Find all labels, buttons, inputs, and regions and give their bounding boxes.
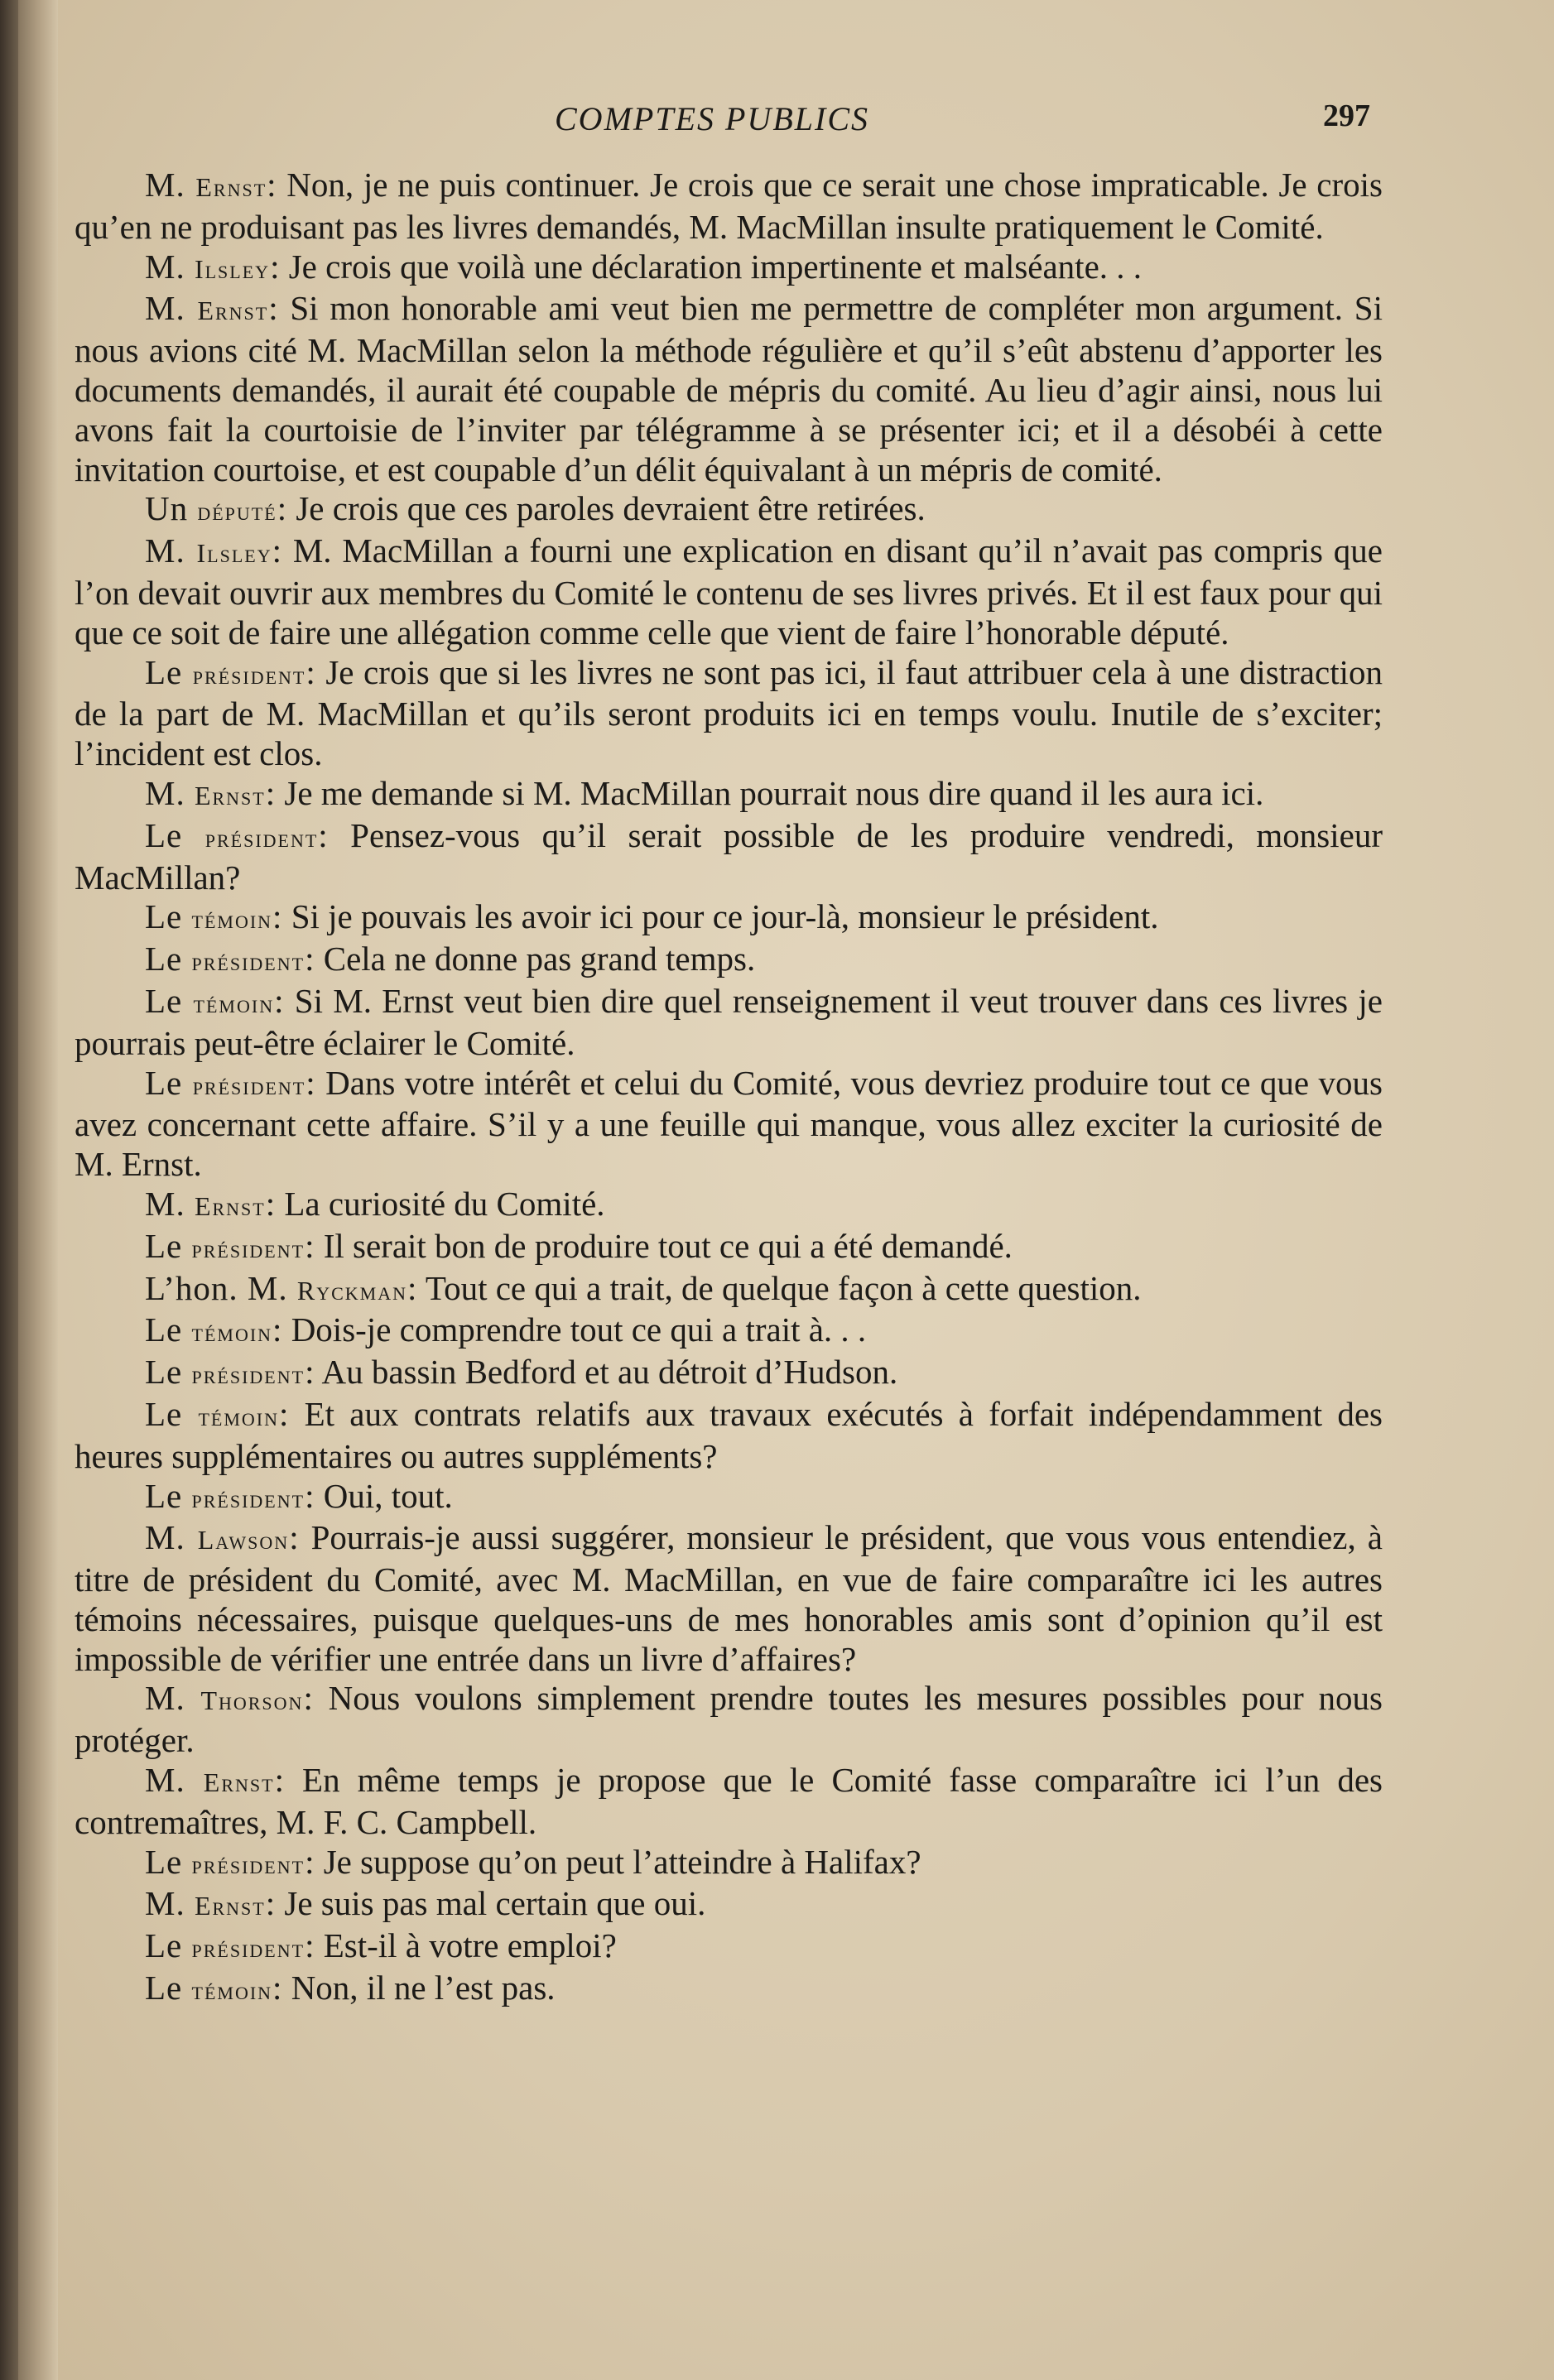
speaker-prefix: M. [145,166,196,204]
transcript-paragraph [75,1679,1383,1761]
speaker-name: député [197,497,277,526]
speaker-prefix: Le [145,815,205,854]
transcript-paragraph [75,1518,1383,1679]
speaker-label [145,1843,315,1881]
transcript-paragraph [75,816,1383,898]
transcript-body [75,166,1383,2011]
speaker-colon: : [305,1476,315,1515]
speaker-prefix: Un [145,489,198,528]
speaker-prefix: Le [145,1969,192,2007]
speech-text: Non, je ne puis continuer. Je crois que ce serait une chose impraticable. Je crois qu’en ne produisant pas les livres demandés, M. MacMillan insulte pratiquement le Comité. [75,166,1383,246]
transcript-paragraph [75,1477,1383,1519]
speech-text: Pensez-vous qu’il serait possible de les produire vendredi, monsieur MacMillan? [75,815,1383,897]
speaker-prefix: M. [145,1518,198,1557]
speech-text: Tout ce qui a trait, de quelque façon à cette question. [417,1268,1142,1307]
speaker-name: Ernst [194,1191,266,1221]
speaker-colon: : [305,1353,315,1392]
speaker-colon: : [305,940,315,978]
transcript-paragraph [75,166,1383,248]
speaker-label [145,1353,315,1391]
speech-text: Si M. Ernst veut bien dire quel renseignement il veut trouver dans ces livres je pourrais peut-être éclairer le Comité. [75,981,1383,1062]
speaker-name: témoin [198,1402,280,1431]
speaker-label [145,1064,316,1102]
speaker-prefix: Le [145,897,192,936]
speaker-label [145,248,280,286]
speaker-name: témoin [191,905,273,935]
binding-gutter [0,0,58,2380]
speech-text: La curiosité du Comité. [276,1184,605,1223]
speaker-prefix: M. [145,1679,201,1718]
transcript-paragraph [75,1926,1383,1969]
running-title: COMPTES PUBLICS [555,100,869,137]
speaker-name: président [191,1849,306,1879]
running-header [0,93,1554,142]
transcript-paragraph [75,248,1383,290]
speaker-label [145,1395,289,1433]
transcript-paragraph [75,1064,1383,1185]
speaker-colon: : [272,1969,283,2007]
speaker-colon: : [272,897,283,936]
speaker-colon: : [268,289,279,328]
speaker-prefix: M. [145,1884,195,1923]
speaker-prefix: Le [145,1926,192,1965]
transcript-paragraph [75,1843,1383,1885]
speaker-name: Ernst [194,781,266,810]
speaker-label [145,289,279,327]
speech-text: Oui, tout. [315,1476,453,1515]
speaker-colon: : [272,1310,283,1349]
speaker-label [145,1926,315,1964]
speaker-prefix: Le [145,1226,192,1265]
speech-text: Si je pouvais les avoir ici pour ce jour-là, monsieur le président. [282,897,1159,936]
speaker-label [145,982,285,1020]
speaker-prefix: Le [145,1063,193,1102]
speaker-label [145,166,277,204]
speaker-prefix: L’hon. M. [145,1268,297,1307]
speaker-name: président [191,1233,306,1263]
speaker-colon: : [265,1184,277,1223]
speaker-name: Ernst [203,1768,275,1798]
speaker-prefix: Le [145,652,193,691]
speaker-name: président [191,1483,306,1513]
speaker-name: président [192,1070,306,1100]
speaker-prefix: Le [145,940,192,978]
speech-text: Et aux contrats relatifs aux travaux exécutés à forfait indépendamment des heures supplémentaires ou autres suppléments? [75,1394,1383,1475]
speaker-name: président [191,947,306,977]
binding-shadow [0,0,18,2380]
speaker-prefix: Le [145,981,194,1020]
transcript-paragraph [75,1395,1383,1477]
speaker-colon: : [272,531,283,570]
speaker-colon: : [305,1226,315,1265]
speech-text: Il serait bon de produire tout ce qui a été demandé. [315,1226,1013,1265]
speaker-label [145,816,329,854]
speaker-name: Lawson [197,1526,290,1555]
speaker-name: Ryckman [296,1276,407,1305]
speaker-label [145,1761,285,1799]
speech-text: Est-il à votre emploi? [315,1926,617,1965]
speaker-name: président [191,1360,306,1390]
speaker-prefix: Le [145,1476,192,1515]
speech-text: M. MacMillan a fourni une explication en disant qu’il n’avait pas compris que l’on devait ouvrir aux membres du Comité le contenu de ses livres privés. Et il est faux pour qui que ce soit de faire une allégation comme celle que vient de faire l’honorable député. [75,531,1383,651]
transcript-paragraph [75,289,1383,489]
speaker-name: Ilsley [196,539,272,569]
transcript-paragraph [75,653,1383,774]
speech-text: Nous voulons simplement prendre toutes les mesures possibles pour nous protéger. [75,1679,1383,1760]
speaker-colon: : [306,652,316,691]
speaker-prefix: M. [145,247,195,286]
speech-text: Je suppose qu’on peut l’atteindre à Halifax? [315,1842,921,1881]
speaker-colon: : [407,1268,418,1307]
transcript-paragraph [75,1761,1383,1843]
transcript-paragraph [75,1884,1383,1926]
speech-text: En même temps je propose que le Comité fasse comparaître ici l’un des contremaîtres, M. F. C. Campbell. [75,1761,1383,1841]
speech-text: Je crois que ces paroles devraient être retirées. [287,489,926,528]
speaker-colon: : [289,1518,300,1557]
speaker-colon: : [303,1679,314,1718]
speaker-prefix: Le [145,1310,192,1349]
speech-text: Je crois que si les livres ne sont pas ici, il faut attribuer cela à une distraction de la part de M. MacMillan et qu’ils seront produits ici en temps voulu. Inutile de s’exciter; l’incident est clos. [75,652,1383,773]
transcript-paragraph [75,1310,1383,1353]
speech-text: Non, il ne l’est pas. [282,1969,556,2007]
speaker-name: Thorson [200,1686,304,1716]
speaker-label [145,1227,315,1265]
speaker-label [145,1969,282,2007]
transcript-paragraph [75,774,1383,816]
transcript-paragraph [75,489,1383,531]
speaker-label [145,653,316,691]
speaker-name: Ernst [195,173,267,202]
transcript-paragraph [75,1353,1383,1395]
speaker-label [145,1884,276,1922]
speaker-label [145,531,282,570]
transcript-paragraph [75,531,1383,652]
transcript-paragraph [75,1227,1383,1269]
speaker-colon: : [265,1884,277,1923]
speech-text: Dans votre intérêt et celui du Comité, vous devriez produire tout ce que vous avez concernant cette affaire. S’il y a une feuille qui manque, vous allez exciter la curiosité de M. Ernst. [75,1063,1383,1184]
speaker-colon: : [270,247,281,286]
speaker-name: président [191,1934,306,1964]
transcript-paragraph [75,1269,1383,1311]
speaker-name: président [192,660,306,690]
speaker-colon: : [274,981,285,1020]
speaker-name: témoin [191,1976,273,2006]
speaker-label [145,774,276,812]
speaker-prefix: M. [145,289,198,328]
speaker-prefix: M. [145,773,195,812]
page-number: 297 [1323,99,1370,133]
speaker-colon: : [274,1761,285,1800]
transcript-paragraph [75,940,1383,982]
speaker-prefix: Le [145,1394,199,1433]
speaker-prefix: M. [145,531,197,570]
speaker-label [145,1185,276,1223]
speech-text: Pourrais-je aussi suggérer, monsieur le président, que vous vous entendiez, à titre de président du Comité, avec M. MacMillan, en vue de faire comparaître ici les autres témoins nécessaires, puisque quelques-uns de mes honorables amis sont d’opinion qu’il est impossible de vérifier une entrée dans un livre d’affaires? [75,1518,1383,1678]
speaker-colon: : [306,1063,316,1102]
speech-text: Au bassin Bedford et au détroit d’Hudson. [315,1353,898,1392]
transcript-paragraph [75,1185,1383,1227]
speaker-prefix: M. [145,1761,204,1800]
speaker-colon: : [305,1842,315,1881]
speaker-colon: : [267,166,277,204]
speaker-label [145,1477,315,1515]
speaker-colon: : [265,773,277,812]
transcript-paragraph [75,897,1383,940]
speech-text: Je suis pas mal certain que oui. [276,1884,706,1923]
speaker-colon: : [305,1926,315,1965]
speech-text: Cela ne donne pas grand temps. [315,940,756,978]
speaker-name: Ilsley [194,254,271,284]
speaker-name: témoin [191,1318,273,1348]
speaker-name: président [204,823,319,853]
speech-text: Dois-je comprendre tout ce qui a trait à. . . [282,1310,867,1349]
speaker-name: Ernst [194,1892,266,1921]
speech-text: Je crois que voilà une déclaration impertinente et malséante. . . [280,247,1143,286]
speaker-prefix: Le [145,1353,192,1392]
speaker-colon: : [279,1394,290,1433]
speech-text: Si mon honorable ami veut bien me permettre de compléter mon argument. Si nous avions cité M. MacMillan selon la méthode régulière et qu’il s’eût abstenu d’apporter les documents demandés, il aurait été coupable de mépris du comité. Au lieu d’agir ainsi, nous lui avons fait la courtoisie de l’inviter par télégramme à se présenter ici; et il a désobéi à cette invitation courtoise, et est coupable d’un délit équivalant à un mépris de comité. [75,289,1383,488]
speaker-colon: : [318,815,329,854]
transcript-paragraph [75,1969,1383,2011]
speaker-label [145,489,287,527]
speaker-label [145,897,282,935]
speaker-name: témoin [193,988,275,1018]
speaker-prefix: M. [145,1184,195,1223]
speaker-label [145,1518,300,1556]
speaker-label [145,1310,282,1349]
transcript-paragraph [75,982,1383,1064]
speech-text: Je me demande si M. MacMillan pourrait nous dire quand il les aura ici. [276,773,1264,812]
speaker-label [145,940,315,978]
speaker-prefix: Le [145,1842,192,1881]
speaker-colon: : [277,489,288,528]
speaker-label [145,1679,314,1717]
speaker-label [145,1269,417,1307]
speaker-name: Ernst [197,296,269,326]
